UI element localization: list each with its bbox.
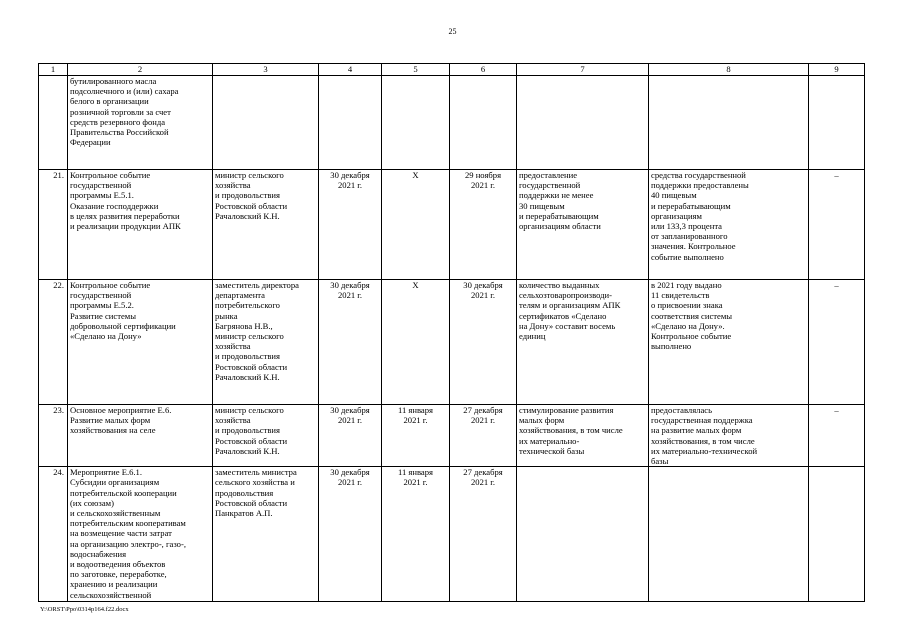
achieved-result: средства государственной поддержки предоставлены 40 пищевым и перерабатывающим организациям или 133,3 процента от запланированного значения. Контрольное событие выполнено [649, 170, 809, 280]
column-number: 7 [517, 64, 649, 76]
note [809, 467, 865, 602]
note [809, 76, 865, 170]
table-row [39, 467, 865, 602]
file-path-footer: Y:\ORST\Ppo\0314p164.f22.docx [40, 606, 129, 613]
event-name: бутилированного масла подсолнечного и (или) сахара белого в организации розничной торговли за счет средств резервного фонда Правительства Российской Федерации [68, 76, 213, 170]
planned-end-date: 30 декабря 2021 г. [319, 467, 382, 602]
column-number-row [39, 64, 865, 76]
column-number: 2 [68, 64, 213, 76]
responsible-person: заместитель директора департамента потребительского рынка Багрянова Н.В., министр сельского хозяйства и продовольствия Ростовской области Рачаловский К.Н. [213, 280, 319, 405]
actual-end-date: 29 ноября 2021 г. [450, 170, 517, 280]
expected-result [517, 76, 649, 170]
actual-start-date: X [382, 170, 450, 280]
actual-start-date [382, 76, 450, 170]
report-table [38, 63, 865, 602]
planned-end-date: 30 декабря 2021 г. [319, 170, 382, 280]
actual-end-date: 27 декабря 2021 г. [450, 405, 517, 467]
event-name: Основное мероприятие Е.6. Развитие малых форм хозяйствования на селе [68, 405, 213, 467]
responsible-person [213, 76, 319, 170]
event-name: Мероприятие Е.6.1. Субсидии организациям потребительской кооперации (их союзам) и сельскохозяйственным потребительским кооперативам на возмещение части затрат на организацию электро-, газо-, водоснабжения и водоотведения объектов по заготовке, переработке, хранению и реализации сельскохозяйственной [68, 467, 213, 602]
actual-end-date [450, 76, 517, 170]
achieved-result [649, 467, 809, 602]
actual-start-date: 11 января 2021 г. [382, 467, 450, 602]
row-number [39, 76, 68, 170]
column-number: 1 [39, 64, 68, 76]
actual-end-date: 30 декабря 2021 г. [450, 280, 517, 405]
event-name: Контрольное событие государственной программы Е.5.1. Оказание господдержки в целях развития переработки и реализации продукции АПК [68, 170, 213, 280]
achieved-result: предоставлялась государственная поддержка на развитие малых форм хозяйствования, в том числе их материально-технической базы [649, 405, 809, 467]
achieved-result [649, 76, 809, 170]
row-number: 24. [39, 467, 68, 602]
column-number: 3 [213, 64, 319, 76]
actual-start-date: X [382, 280, 450, 405]
note: – [809, 170, 865, 280]
column-number: 6 [450, 64, 517, 76]
expected-result: предоставление государственной поддержки не менее 30 пищевым и перерабатывающим организациям области [517, 170, 649, 280]
event-name: Контрольное событие государственной программы Е.5.2. Развитие системы добровольной сертификации «Сделано на Дону» [68, 280, 213, 405]
expected-result [517, 467, 649, 602]
note: – [809, 405, 865, 467]
expected-result: стимулирование развития малых форм хозяйствования, в том числе их материально- технической базы [517, 405, 649, 467]
page-number: 25 [448, 27, 457, 36]
column-number: 5 [382, 64, 450, 76]
table-row [39, 280, 865, 405]
column-number: 9 [809, 64, 865, 76]
table-row [39, 170, 865, 280]
actual-start-date: 11 января 2021 г. [382, 405, 450, 467]
responsible-person: министр сельского хозяйства и продовольствия Ростовской области Рачаловский К.Н. [213, 170, 319, 280]
column-number: 4 [319, 64, 382, 76]
note: – [809, 280, 865, 405]
responsible-person: министр сельского хозяйства и продовольствия Ростовской области Рачаловский К.Н. [213, 405, 319, 467]
row-number: 21. [39, 170, 68, 280]
responsible-person: заместитель министра сельского хозяйства и продовольствия Ростовской области Панкратов А.П. [213, 467, 319, 602]
planned-end-date: 30 декабря 2021 г. [319, 280, 382, 405]
column-number: 8 [649, 64, 809, 76]
table-row [39, 405, 865, 467]
planned-end-date [319, 76, 382, 170]
row-number: 23. [39, 405, 68, 467]
planned-end-date: 30 декабря 2021 г. [319, 405, 382, 467]
actual-end-date: 27 декабря 2021 г. [450, 467, 517, 602]
table-row [39, 76, 865, 170]
achieved-result: в 2021 году выдано 11 свидетельств о присвоении знака соответствия системы «Сделано на Дону». Контрольное событие выполнено [649, 280, 809, 405]
row-number: 22. [39, 280, 68, 405]
expected-result: количество выданных сельхозтоваропроизводи- телям и организациям АПК сертификатов «Сделано на Дону» составит восемь единиц [517, 280, 649, 405]
